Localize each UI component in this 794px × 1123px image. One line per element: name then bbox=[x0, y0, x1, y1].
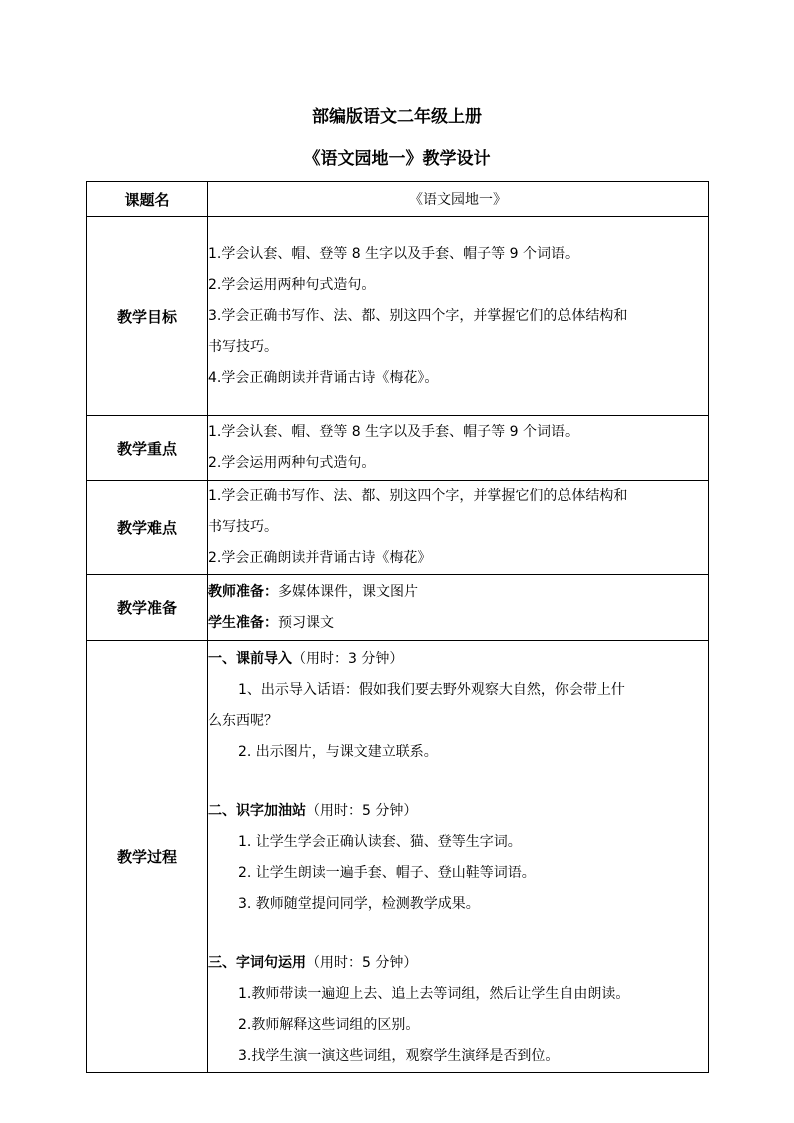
process-section-heading bbox=[208, 644, 708, 675]
difficulty-line: 2.学会正确朗读并背诵古诗《梅花》 bbox=[208, 550, 432, 566]
goal-line: 4.学会正确朗读并背诵古诗《梅花》。 bbox=[208, 369, 439, 386]
teacher-preparation bbox=[208, 577, 708, 608]
process-step: 2.教师解释这些词组的区别。 bbox=[238, 1017, 420, 1033]
process-step: 2. 让学生朗读一遍手套、帽子、登山鞋等词语。 bbox=[238, 865, 536, 881]
process-content bbox=[208, 641, 709, 1073]
process-section-heading bbox=[208, 948, 708, 979]
process-step: 1、出示导入话语：假如我们要去野外观察大自然，你会带上什 bbox=[238, 682, 625, 698]
student-preparation-label: 学生准备： bbox=[208, 614, 278, 631]
student-preparation-value: 预习课文 bbox=[278, 614, 334, 631]
table-row-process bbox=[87, 641, 709, 1073]
key-point-line: 1.学会认套、帽、登等 8 生字以及手套、帽子等 9 个词语。 bbox=[208, 424, 579, 440]
document-subtitle: 《语文园地一》教学设计 bbox=[303, 149, 491, 169]
section-time: （用时：5 分钟） bbox=[306, 955, 418, 971]
goal-line: 2.学会运用两种句式造句。 bbox=[208, 276, 376, 293]
process-label: 教学过程 bbox=[87, 641, 208, 1073]
student-preparation bbox=[208, 608, 708, 639]
goals-label: 教学目标 bbox=[87, 217, 208, 416]
difficulty-line: 1.学会正确书写作、法、都、别这四个字，并掌握它们的总体结构和 bbox=[208, 488, 628, 504]
section-title: 二、识字加油站 bbox=[208, 803, 306, 819]
section-title: 一、课前导入 bbox=[208, 651, 292, 667]
table-row-topic bbox=[87, 182, 709, 217]
difficulties-label: 教学难点 bbox=[87, 481, 208, 575]
table-row-key-points bbox=[87, 416, 709, 481]
section-time: （用时：3 分钟） bbox=[292, 651, 404, 667]
goal-line: 1.学会认套、帽、登等 8 生字以及手套、帽子等 9 个词语。 bbox=[208, 245, 579, 262]
process-step: 3.找学生演一演这些词组，观察学生演绎是否到位。 bbox=[238, 1048, 560, 1064]
table-row-goals bbox=[87, 217, 709, 416]
spacer bbox=[208, 920, 708, 948]
process-step: 1.教师带读一遍迎上去、追上去等词组，然后让学生自由朗读。 bbox=[238, 986, 630, 1002]
lesson-plan-table bbox=[86, 181, 709, 1073]
preparation-content bbox=[208, 575, 709, 641]
section-time: （用时：5 分钟） bbox=[306, 803, 418, 819]
key-point-line: 2.学会运用两种句式造句。 bbox=[208, 455, 376, 471]
goal-line: 书写技巧。 bbox=[208, 338, 278, 355]
preparation-label: 教学准备 bbox=[87, 575, 208, 641]
goals-content bbox=[208, 217, 709, 416]
process-step: 2. 出示图片，与课文建立联系。 bbox=[238, 744, 438, 760]
process-step: 1. 让学生学会正确认读套、猫、登等生字词。 bbox=[238, 834, 522, 850]
table-row-difficulties bbox=[87, 481, 709, 575]
document-title: 部编版语文二年级上册 bbox=[312, 107, 482, 127]
topic-value: 《语文园地一》 bbox=[208, 182, 709, 217]
spacer bbox=[208, 768, 708, 796]
teacher-preparation-label: 教师准备： bbox=[208, 583, 278, 600]
difficulties-content bbox=[208, 481, 709, 575]
key-points-content bbox=[208, 416, 709, 481]
topic-label: 课题名 bbox=[87, 182, 208, 217]
section-title: 三、字词句运用 bbox=[208, 955, 306, 971]
table-row-preparation bbox=[87, 575, 709, 641]
process-step: 3. 教师随堂提问同学，检测教学成果。 bbox=[238, 896, 480, 912]
process-section-heading bbox=[208, 796, 708, 827]
teacher-preparation-value: 多媒体课件，课文图片 bbox=[278, 583, 418, 600]
process-step: 么东西呢？ bbox=[208, 713, 278, 729]
difficulty-line: 书写技巧。 bbox=[208, 519, 278, 535]
goal-line: 3.学会正确书写作、法、都、别这四个字，并掌握它们的总体结构和 bbox=[208, 307, 628, 324]
key-points-label: 教学重点 bbox=[87, 416, 208, 481]
